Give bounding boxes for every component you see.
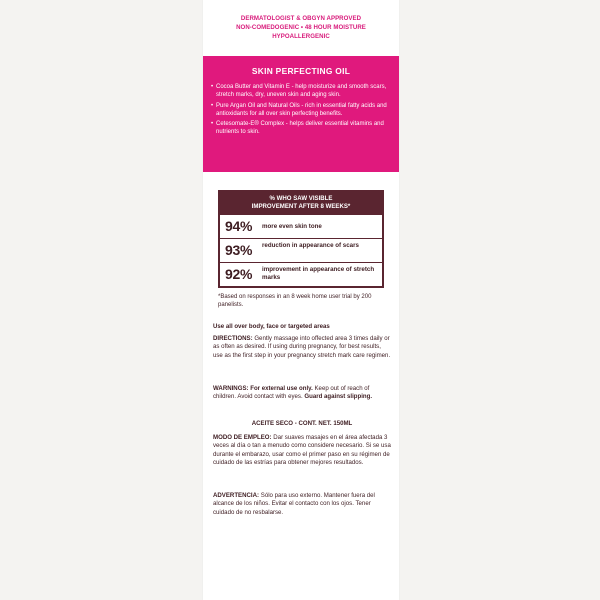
advertencia-paragraph [213, 492, 391, 517]
warnings-tail: Guard against slipping. [304, 393, 373, 401]
result-row [220, 214, 382, 238]
results-header-line-2: IMPROVEMENT AFTER 8 WEEKS* [251, 203, 351, 210]
warnings-paragraph [213, 385, 391, 402]
results-header-line-1: % WHO SAW VISIBLE [269, 195, 333, 202]
result-row [220, 238, 382, 262]
footnote: *Based on responses in an 8 week home user trial by 200 panelists. [218, 294, 372, 308]
claim-line-2: NON-COMEDOGENIC • 48 HOUR MOISTURE [236, 24, 366, 31]
result-text: more even skin tone [262, 223, 322, 230]
product-box-side-panel [203, 0, 399, 600]
feature-box [203, 56, 399, 172]
directions-text: Gently massage into offected area 3 times daily or as often as desired. If using during pregnancy, for best results, use as the first step in your pregnancy stretch mark care regimen. [213, 335, 391, 359]
modo-text: Dar suaves masajes en el área afectada 3 veces al día o tan a menudo como considere necesario. Si se usa durante el embarazo, usar como el primer paso en su régimen de cuidado de las estrías para obtener mejores resultados. [213, 434, 391, 466]
results-box [218, 190, 384, 288]
result-percent: 93% [225, 242, 253, 258]
result-text: improvement in appearance of stretch marks [262, 266, 375, 281]
warnings-label: WARNINGS: For external use only. [213, 385, 313, 392]
claim-line-1: DERMATOLOGIST & OBGYN APPROVED [240, 15, 362, 22]
result-text: reduction in appearance of scars [262, 242, 359, 249]
feature-bullet: • Pure Argan Oil and Natural Oils - rich in essential fatty acids and antioxidants for all over skin perfecting benefits. [211, 102, 393, 119]
claims-block [203, 14, 399, 41]
feature-list [211, 83, 393, 139]
directions-paragraph [213, 335, 391, 360]
result-percent: 92% [225, 266, 253, 282]
advertencia-text: Sólo para uso externo. Mantener fuera del alcance de los niños. Evitar el contacto con los ojos. Tener cuidado de no resbalarse. [213, 492, 375, 516]
modo-label: MODO DE EMPLEO: [213, 434, 272, 441]
results-header [220, 192, 382, 214]
spanish-product-line [213, 420, 391, 428]
spanish-product-line-text: ACEITE SECO - CONT. NET. 150ML [251, 420, 353, 427]
advertencia-label: ADVERTENCIA: [213, 492, 260, 499]
result-percent: 94% [225, 218, 253, 234]
result-row [220, 262, 382, 286]
modo-paragraph [213, 434, 391, 467]
feature-title: SKIN PERFECTING OIL [251, 66, 351, 76]
usage-headline-text: Use all over body, face or targeted areas [213, 323, 330, 330]
feature-bullet: • Cetesomate-E® Complex - helps deliver essential vitamins and nutrients to skin. [211, 120, 393, 137]
directions-label: DIRECTIONS: [213, 335, 253, 342]
feature-bullet: • Cocoa Butter and Vitamin E - help moisturize and smooth scars, stretch marks, dry, uneven skin and aging skin. [211, 83, 393, 100]
warnings-text: Keep out of reach of children. Avoid contact with eyes. [213, 385, 370, 401]
claim-line-3: HYPOALLERGENIC [272, 33, 330, 40]
usage-headline [213, 323, 391, 331]
